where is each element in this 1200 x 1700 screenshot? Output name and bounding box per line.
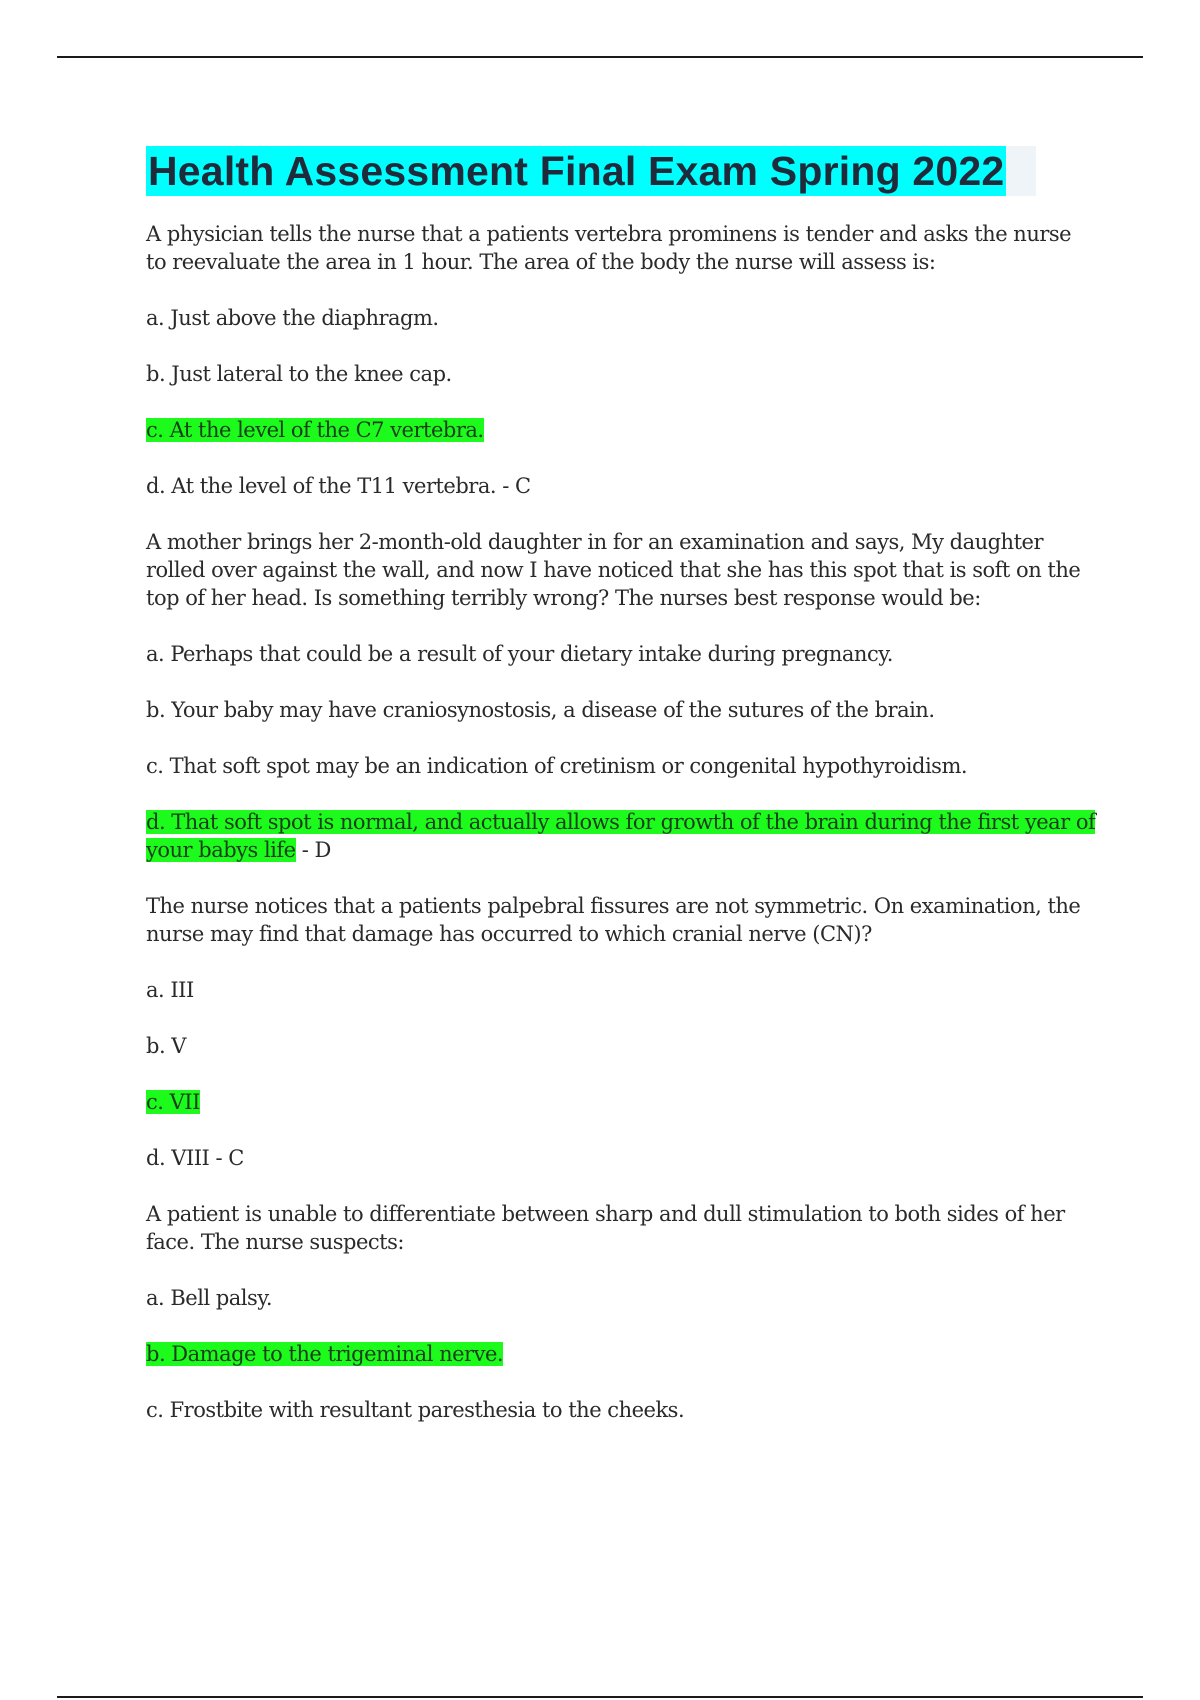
answer-option	[146, 360, 1096, 388]
answer-option-correct	[146, 416, 1096, 444]
answer-option	[146, 752, 1096, 780]
option-text: a. Bell palsy.	[146, 1286, 273, 1310]
answer-option	[146, 304, 1096, 332]
answer-key-suffix: - C	[209, 1146, 244, 1170]
title-block	[146, 146, 1096, 196]
option-text: b. V	[146, 1034, 186, 1058]
option-text: c. That soft spot may be an indication of cretinism or congenital hypothyroidism.	[146, 754, 968, 778]
question-block	[146, 220, 1096, 500]
answer-option	[146, 1032, 1096, 1060]
document-body	[146, 146, 1096, 1452]
question-block	[146, 892, 1096, 1172]
answer-option-correct	[146, 808, 1096, 864]
title-highlight-tail	[1006, 146, 1036, 196]
question-stem: The nurse notices that a patients palpebral fissures are not symmetric. On examination, the nurse may find that damage has occurred to which cranial nerve (CN)?	[146, 894, 1081, 946]
answer-option	[146, 976, 1096, 1004]
question-stem: A mother brings her 2-month-old daughter in for an examination and says, My daughter rolled over against the wall, and now I have noticed that she has this spot that is soft on the top of her head. Is something terribly wrong? The nurses best response would be:	[146, 530, 1081, 610]
page-bottom-rule	[57, 1696, 1143, 1698]
question-block	[146, 1200, 1096, 1424]
answer-option	[146, 1284, 1096, 1312]
option-text: a. Just above the diaphragm.	[146, 306, 439, 330]
answer-option	[146, 1144, 1096, 1172]
answer-option-correct	[146, 1088, 1096, 1116]
option-text: d. VIII	[146, 1146, 210, 1170]
option-text: b. Your baby may have craniosynostosis, a disease of the sutures of the brain.	[146, 698, 935, 722]
answer-option	[146, 696, 1096, 724]
answer-option	[146, 472, 1096, 500]
option-text: c. Frostbite with resultant paresthesia to the cheeks.	[146, 1398, 685, 1422]
option-text: a. III	[146, 978, 194, 1002]
option-text: a. Perhaps that could be a result of your dietary intake during pregnancy.	[146, 642, 893, 666]
option-text: b. Just lateral to the knee cap.	[146, 362, 452, 386]
question-list	[146, 220, 1096, 1424]
option-text: d. At the level of the T11 vertebra.	[146, 474, 497, 498]
answer-option-correct	[146, 1340, 1096, 1368]
document-title: Health Assessment Final Exam Spring 2022	[148, 148, 1005, 194]
question-stem: A physician tells the nurse that a patients vertebra prominens is tender and asks the nurse to reevaluate the area in 1 hour. The area of the body the nurse will assess is:	[146, 222, 1072, 274]
highlighted-answer-text: c. At the level of the C7 vertebra.	[146, 418, 484, 442]
answer-option	[146, 1396, 1096, 1424]
answer-key-suffix: - C	[496, 474, 531, 498]
question-stem: A patient is unable to differentiate between sharp and dull stimulation to both sides of her face. The nurse suspects:	[146, 1202, 1065, 1254]
answer-key-suffix: - D	[295, 838, 331, 862]
highlighted-answer-text: d. That soft spot is normal, and actually allows for growth of the brain during the first year of your babys life	[146, 810, 1096, 862]
highlighted-answer-text: b. Damage to the trigeminal nerve.	[146, 1342, 504, 1366]
highlighted-answer-text: c. VII	[146, 1090, 200, 1114]
answer-option	[146, 640, 1096, 668]
page-top-rule	[57, 56, 1143, 58]
question-block	[146, 528, 1096, 864]
